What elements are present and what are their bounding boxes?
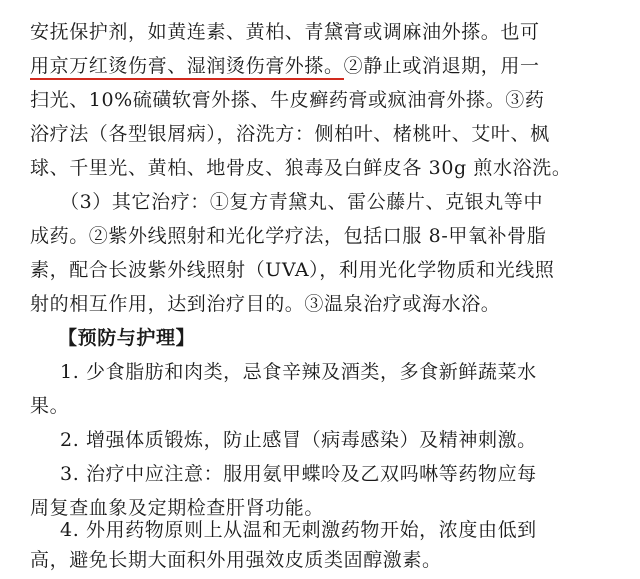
list-item-line: 果。 [30, 395, 70, 417]
text-line: 射的相互作用，达到治疗目的。③温泉治疗或海水浴。 [30, 293, 501, 315]
list-item-line: 2. 增强体质锻炼，防止感冒（病毒感染）及精神刺激。 [60, 429, 537, 451]
list-item-line: 高，避免长期大面积外用强效皮质类固醇激素。 [30, 549, 442, 571]
text-line: 安抚保护剂，如黄连素、黄柏、青黛膏或调麻油外搽。也可 [30, 21, 540, 43]
text-line: 成药。②紫外线照射和光化学疗法，包括口服 8-甲氧补骨脂 [30, 225, 547, 247]
text-line [30, 49, 605, 83]
underlined-text: 用京万红烫伤膏、湿润烫伤膏外搽。 [30, 49, 344, 83]
list-item-line: 周复查血象及定期检查肝肾功能。 [30, 497, 325, 519]
text-line: 素，配合长波紫外线照射（UVA），利用光化学物质和光线照 [30, 259, 555, 281]
text-line: 扫光、10%硫磺软膏外搽、牛皮癣药膏或疯油膏外搽。③药 [30, 89, 545, 111]
text-line: 浴疗法（各型银屑病），浴洗方：侧柏叶、楮桃叶、艾叶、枫 [30, 123, 550, 145]
list-item-line: 3. 治疗中应注意：服用氨甲蝶呤及乙双吗啉等药物应每 [60, 463, 537, 485]
text-line: （3）其它治疗：①复方青黛丸、雷公藤片、克银丸等中 [60, 191, 544, 213]
text-span: ②静止或消退期，用一 [343, 55, 540, 77]
list-item-line: 4. 外用药物原则上从温和无刺激药物开始，浓度由低到 [60, 519, 537, 541]
text-line: 球、千里光、黄柏、地骨皮、狼毒及白鲜皮各 30g 煎水浴洗。 [30, 157, 572, 179]
section-heading: 【预防与护理】 [58, 327, 196, 349]
list-item-line: 1. 少食脂肪和肉类，忌食辛辣及酒类，多食新鲜蔬菜水 [60, 361, 537, 383]
